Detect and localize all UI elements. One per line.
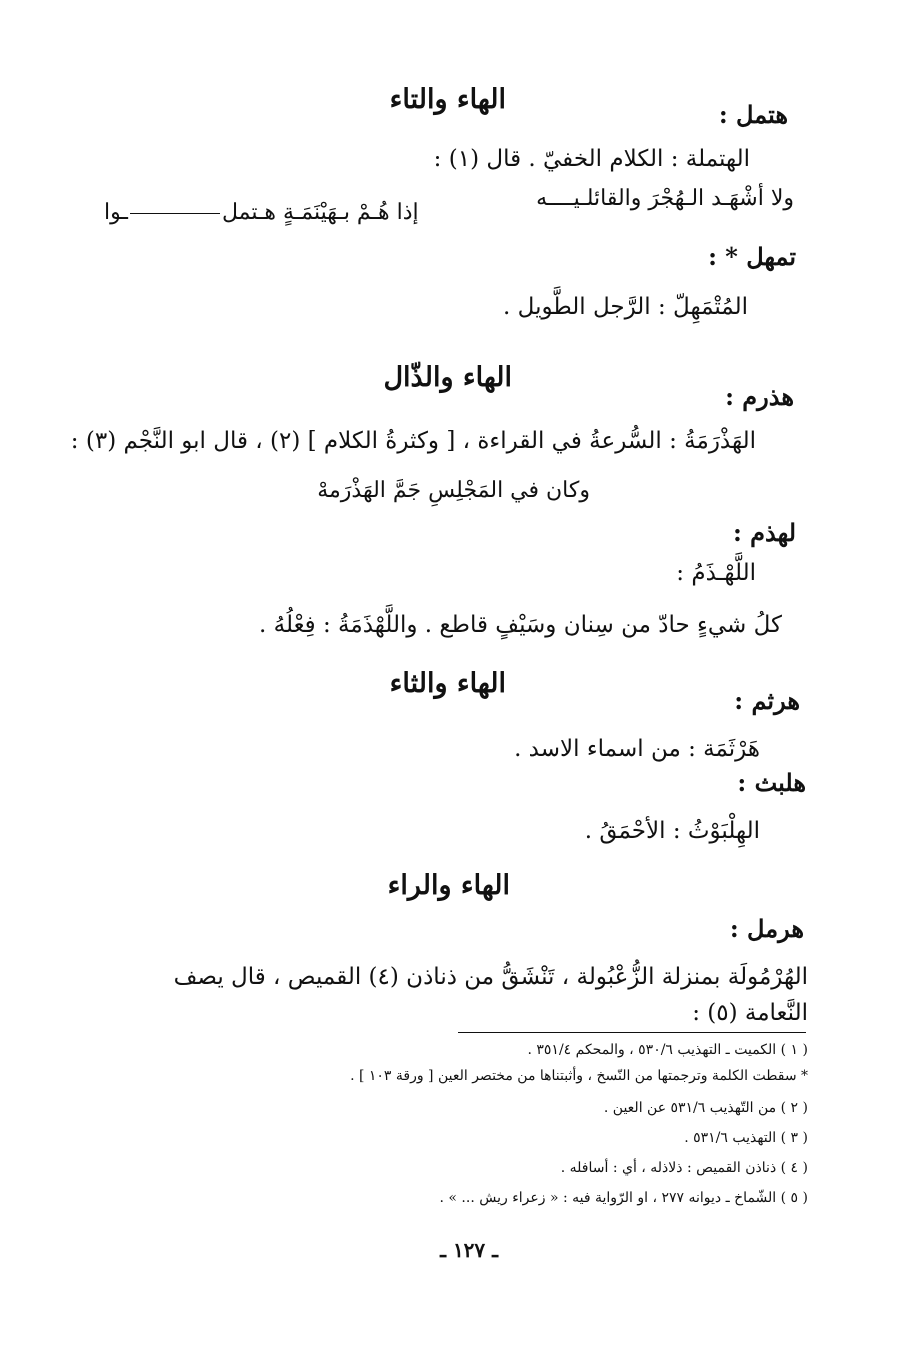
- entry-word-lahdham: لهذم :: [732, 518, 796, 547]
- entry-word-halbath: هلبث :: [737, 768, 806, 797]
- verse-hemistich-left: [104, 200, 419, 225]
- entry-definition-harmal-line1: الهُرْمُولَة بمنزلة الزُّعْبُولة ، تَنْشَقُّ من ذناذن (٤) القميص ، قال يصف: [173, 964, 808, 990]
- section-heading-ha-tha: الهاء والثاء: [389, 668, 506, 699]
- entry-word-hartham: هرثم :: [734, 686, 800, 715]
- footnote-star: * سقطت الكلمة وترجمتها من النّسخ ، وأثبتناها من مختصر العين [ ورقة ١٠٣ ] .: [350, 1068, 808, 1084]
- verse-left-end: ـوا: [104, 200, 128, 225]
- entry-definition-tamhal: المُتْمَهِلّ : الرَّجل الطَّويل .: [503, 294, 748, 320]
- verse-elongation-line: [130, 213, 220, 214]
- footnote-1: ( ١ ) الكميت ـ التهذيب ٥٣٠/٦ ، والمحكم ٣٥١/٤ .: [527, 1042, 808, 1058]
- entry-definition-hartham: هَرْثَمَة : من اسماء الاسد .: [514, 736, 760, 762]
- entry-definition-lahdham: كلُ شيءٍ حادّ من سِنان وسَيْفٍ قاطع . واللَّهْذَمَةُ : فِعْلُهُ .: [259, 612, 782, 638]
- page-number: ـ ١٢٧ ـ: [440, 1238, 498, 1262]
- footnote-2: ( ٢ ) من التّهذيب ٥٣١/٦ عن العين .: [603, 1100, 808, 1116]
- section-heading-ha-ta: الهاء والتاء: [389, 84, 506, 115]
- entry-definition-hatmal: الهتملة : الكلام الخفيّ . قال (١) :: [433, 146, 750, 172]
- entry-definition-halbath: الهِلْبَوْثُ : الأحْمَقُ .: [584, 818, 760, 844]
- entry-word-hatmal: هتمل :: [718, 100, 788, 129]
- entry-word-harmal: هرمل :: [729, 914, 804, 943]
- entry-definition-harmal-line2: النَّعامة (٥) :: [692, 1000, 808, 1026]
- entry-word-hadhram: هذرم :: [725, 382, 794, 411]
- footnote-5: ( ٥ ) الشّماخ ـ ديوانه ٢٧٧ ، او الرّواية فيه : « زعراء ريش ... » .: [439, 1190, 808, 1206]
- verse-hemistich-right: ولا أشْهَـد الـهُجْرَ والقائلـيــــه: [536, 186, 794, 211]
- verse-left-start: إذا هُـمْ بـهَيْنَمَـةٍ هـتمل: [221, 200, 419, 225]
- footnote-4: ( ٤ ) ذناذن القميص : ذلاذله ، أي : أسافله .: [560, 1160, 808, 1176]
- verse-hadhram: وكان في المَجْلِسِ جَمَّ الهَذْرَمهْ: [317, 478, 590, 503]
- footnote-3: ( ٣ ) التهذيب ٥٣١/٦ .: [684, 1130, 808, 1146]
- section-heading-ha-ra: الهاء والراء: [387, 870, 510, 901]
- entry-definition-hadhram: الهَذْرَمَةُ : السُّرعةُ في القراءة ، [ وكثرةُ الكلام ] (٢) ، قال ابو النَّجْم (٣) :: [70, 428, 756, 454]
- entry-word-tamhal: تمهل * :: [708, 242, 796, 271]
- entry-headword-lahdham: اللَّهْـذَمُ :: [676, 560, 756, 586]
- footnote-separator: [458, 1032, 806, 1033]
- section-heading-ha-dhal: الهاء والذّال: [383, 362, 512, 393]
